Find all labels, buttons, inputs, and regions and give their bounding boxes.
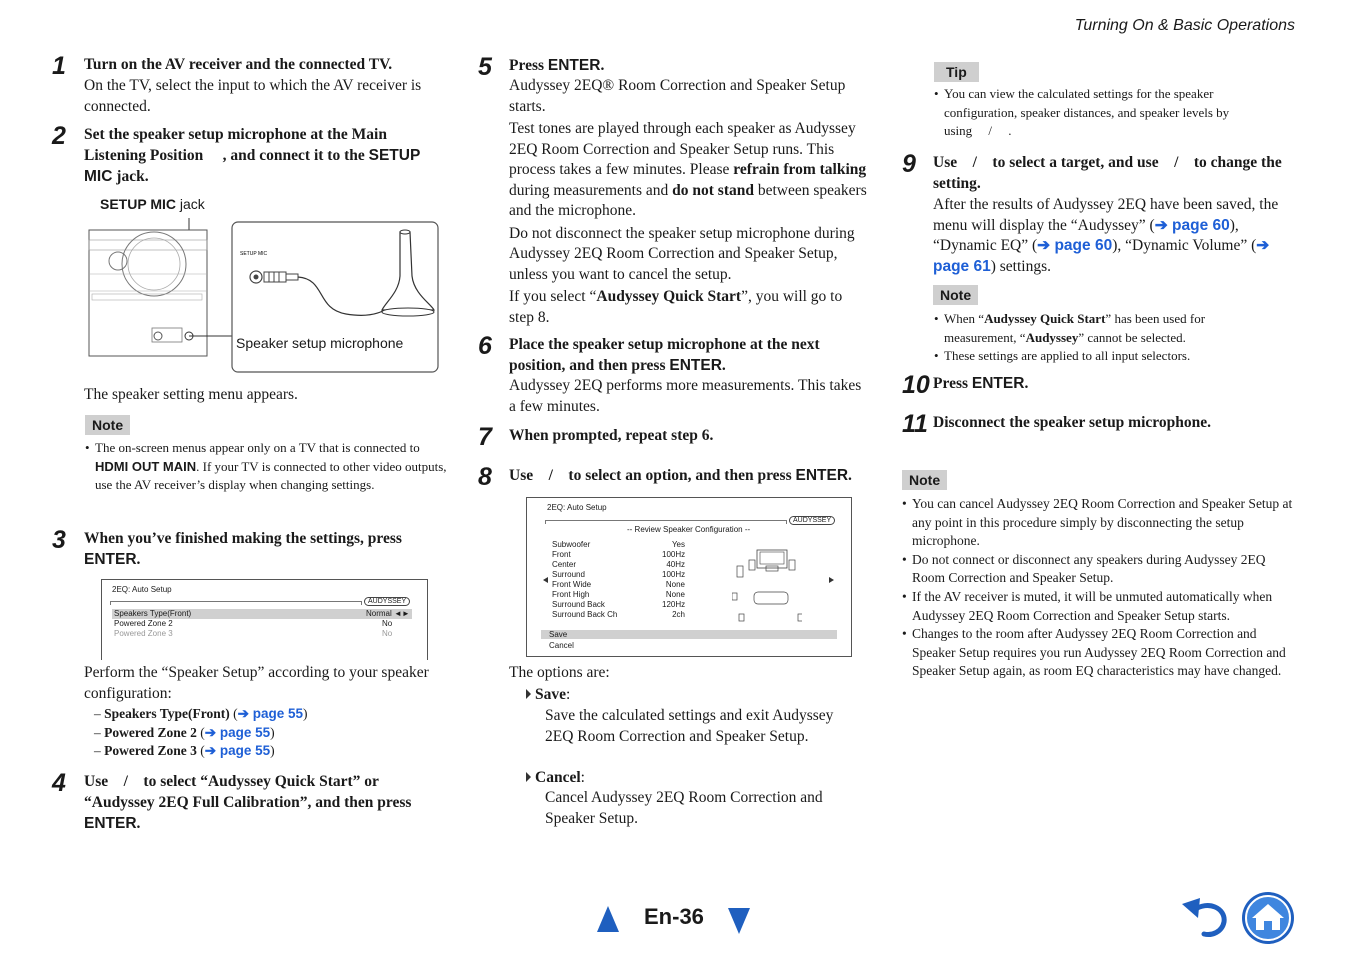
- osd-screen: [101, 579, 428, 660]
- page-link[interactable]: ➔ page 60: [1154, 216, 1230, 234]
- body-text: The options are:: [509, 664, 610, 681]
- step-title: Press ENTER.: [933, 375, 1029, 392]
- page-link[interactable]: ➔ page 55: [204, 724, 271, 740]
- option-marker-icon: [526, 689, 531, 699]
- step-title: Use / to select a target, and use / to change the setting.: [933, 154, 1282, 192]
- page-number: En-36: [644, 904, 704, 929]
- osd-screen: [526, 497, 852, 657]
- osd-row-labels: Subwoofer Front Center Surround Front Wide Front High Surround Back Surround Back Ch: [552, 540, 618, 619]
- body-text: Perform the “Speaker Setup” according to your speaker configuration:: [84, 664, 429, 702]
- step-title: Disconnect the speaker setup microphone.: [933, 414, 1211, 431]
- note-item: • Changes to the room after Audyssey 2EQ Room Correction and Speaker Setup requires you run Audyssey 2EQ Room Correction and Speaker Setup again, as room EQ characteristics may have changed.: [902, 626, 1286, 679]
- step-number: 7: [478, 423, 492, 451]
- osd-row-label: Powered Zone 3: [114, 629, 173, 638]
- left-arrow-icon: [543, 577, 548, 583]
- audyssey-logo: AUDYSSEY: [789, 516, 835, 525]
- note-badge: Note: [902, 470, 947, 490]
- step-title: Use / to select an option, and then press ENTER.: [509, 467, 852, 484]
- home-icon[interactable]: [1241, 891, 1295, 945]
- osd-save: Save: [549, 630, 568, 639]
- figure-label: SETUP MIC jack: [100, 196, 205, 212]
- note-item: • If the AV receiver is muted, it will be unmuted automatically when Audyssey 2EQ Room Correction and Speaker Setup starts.: [902, 588, 1273, 623]
- running-header: Turning On & Basic Operations: [1074, 17, 1295, 34]
- setup-mic-figure: [86, 214, 442, 376]
- note-item: • You can cancel Audyssey 2EQ Room Correction and Speaker Setup at any point in this procedure simply by disconnecting the setup microphone.: [902, 496, 1293, 549]
- speaker-layout-icon: [732, 548, 802, 623]
- osd-row-label: Powered Zone 2: [114, 619, 173, 628]
- mic-label: Speaker setup microphone: [236, 335, 404, 351]
- note-badge: Note: [933, 285, 978, 305]
- note-item: • Do not connect or disconnect any speakers during Audyssey 2EQ Room Correction and Speaker Setup.: [902, 551, 1266, 586]
- option-marker-icon: [526, 772, 531, 782]
- tiny-jack-label: SETUP MIC: [240, 251, 268, 257]
- osd-row-values: Yes 100Hz 40Hz 100Hz None None 120Hz 2ch: [662, 540, 686, 619]
- step-number: 6: [478, 332, 492, 360]
- next-page-icon[interactable]: [728, 908, 750, 934]
- page-link[interactable]: ➔ page 61: [933, 237, 1270, 275]
- step-number: 11: [902, 410, 928, 438]
- step-number: 1: [52, 52, 66, 80]
- step-number: 10: [902, 371, 930, 399]
- osd-row-label: Speakers Type(Front): [114, 609, 192, 618]
- osd-subtitle: -- Review Speaker Configuration --: [627, 525, 751, 534]
- step-title: Place the speaker setup microphone at the next position, and then press ENTER.: [509, 336, 820, 374]
- step-number: 8: [478, 463, 492, 491]
- settings-list: [94, 705, 308, 761]
- step-number: 2: [52, 122, 66, 150]
- list-item: – Speakers Type(Front) (➔ page 55): [94, 706, 308, 721]
- option-desc: Save the calculated settings and exit Audyssey 2EQ Room Correction and Speaker Setup.: [545, 707, 834, 745]
- step-number: 5: [478, 53, 492, 81]
- osd-title: 2EQ: Auto Setup: [547, 503, 607, 512]
- osd-row-value: No: [382, 619, 393, 628]
- option-label: Cancel:: [535, 769, 585, 786]
- list-item: – Powered Zone 2 (➔ page 55): [94, 724, 275, 740]
- back-icon[interactable]: [1180, 896, 1228, 938]
- step-body: After the results of Audyssey 2EQ have been saved, the menu will display the “Audyssey” (➔ page 60), “Dynamic EQ” (➔ page 60), “Dynamic Volume” (➔ page 61) settings.: [933, 196, 1279, 275]
- step-title: Set the speaker setup microphone at the Main Listening Position , and connect it to the SETUP MIC jack.: [84, 126, 421, 185]
- step-number: 9: [902, 150, 916, 178]
- option-label: Save:: [535, 686, 571, 703]
- note-list: [902, 495, 1300, 681]
- page-link[interactable]: ➔ page 55: [204, 743, 271, 758]
- page-link[interactable]: ➔ page 60: [1037, 237, 1113, 254]
- step-body: On the TV, select the input to which the AV receiver is connected.: [84, 77, 422, 115]
- step-title: When you’ve finished making the settings, press ENTER.: [84, 530, 402, 568]
- list-item: – Powered Zone 3 (➔ page 55): [94, 743, 275, 758]
- step-number: 3: [52, 526, 66, 554]
- step-body: Audyssey 2EQ performs more measurements. This takes a few minutes.: [509, 377, 862, 415]
- step-number: 4: [52, 769, 66, 797]
- osd-cancel: Cancel: [549, 641, 574, 650]
- step-title: Use / to select “Audyssey Quick Start” or “Audyssey 2EQ Full Calibration”, and then press ENTER.: [84, 773, 412, 832]
- body-text: The speaker setting menu appears.: [84, 386, 298, 403]
- osd-title: 2EQ: Auto Setup: [112, 585, 172, 594]
- option-desc: Cancel Audyssey 2EQ Room Correction and Speaker Setup.: [545, 789, 823, 827]
- step-title: Press ENTER.: [509, 57, 605, 74]
- osd-row-value: No: [382, 629, 393, 638]
- note-badge: Note: [85, 415, 130, 435]
- osd-row-value: Normal ◄►: [366, 609, 410, 618]
- tip-badge: Tip: [934, 62, 979, 82]
- audyssey-logo: AUDYSSEY: [364, 597, 410, 606]
- step-title: When prompted, repeat step 6.: [509, 427, 714, 444]
- step-body: Audyssey 2EQ® Room Correction and Speaker Setup starts. Test tones are played through each speaker as Audyssey 2EQ Room Correction and Speaker Setup runs. This process takes a few minutes. Please refrain from talking during measurements and do not stand between speakers and the microphone. Do not disconnect the speaker setup microphone during Audyssey 2EQ Room Correction and Speaker Setup, unless you want to cancel the setup. If you select “Audyssey Quick Start”, you will go to step 8.: [509, 77, 867, 326]
- previous-page-icon[interactable]: [597, 906, 619, 932]
- page-link[interactable]: ➔ page 55: [237, 706, 303, 721]
- step-title: Turn on the AV receiver and the connected TV.: [84, 56, 393, 73]
- right-arrow-icon: [829, 577, 834, 583]
